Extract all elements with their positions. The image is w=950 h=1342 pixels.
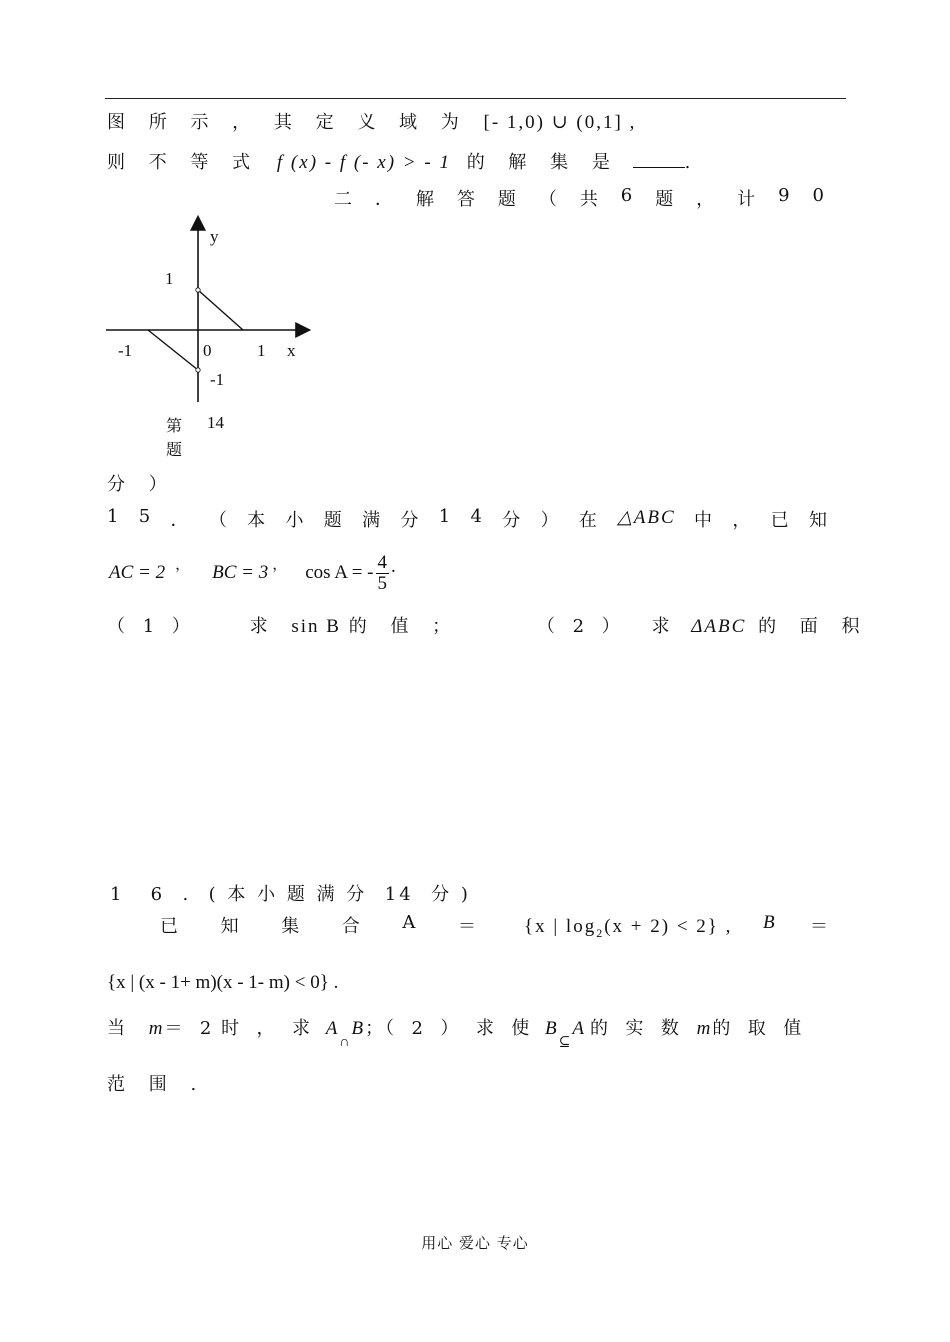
q16-line2-token: 已 (160, 916, 180, 937)
section2-heading-token: 二 (334, 189, 354, 210)
section2-heading-token: 计 (737, 189, 758, 210)
q16-line5: 范 围 . (107, 1074, 206, 1095)
p14-line-2-suffix: 的 解 集 是 (466, 152, 619, 173)
p14-inequality: f (x) - f (- x) > - 1 (276, 152, 451, 173)
q16-b: B (351, 1018, 366, 1039)
section2-heading-token: 解 (415, 189, 436, 210)
q15-header-token: 分 (400, 510, 421, 531)
graph-caption-num: 14 (207, 413, 224, 432)
q15-header-token: 小 (285, 510, 306, 531)
section2-heading-token: （ (538, 189, 559, 210)
q15-part1-text: 求 (249, 616, 270, 637)
q16-m-var2: m (696, 1018, 713, 1039)
q15-header-token: ， (732, 510, 753, 531)
q16-cap: ∩ (339, 1035, 352, 1050)
graph-tick-1-x: 1 (257, 341, 266, 360)
section2-heading-token: 答 (456, 189, 477, 210)
q16-line2-token: A (402, 912, 418, 933)
q16-a2: A (572, 1018, 586, 1039)
graph-open-endpoint (196, 368, 200, 372)
q15-header (107, 506, 829, 532)
page-footer: 用心 爱心 专心 (421, 1234, 529, 1252)
section2-heading-token: ， (696, 189, 717, 210)
q16-line4-b: ＝ 2 时 ， 求 (164, 1018, 312, 1039)
q16-set-a (524, 916, 732, 941)
q15-given-ac: AC = 2 (109, 562, 166, 583)
q15-part2-label: （ 2 ） (536, 616, 626, 637)
q16-b-label: B (763, 912, 777, 933)
answer-blank (633, 153, 685, 168)
q16-b-eq: ＝ (810, 916, 830, 937)
q15-header-token: 1 (438, 506, 453, 527)
section2-heading (334, 185, 826, 211)
q15-header-token: 知 (808, 510, 829, 531)
q16-line4-d: 的 实 数 (589, 1018, 681, 1039)
q15-comma-1: ， (175, 554, 191, 573)
graph-caption-2: 题 (166, 440, 183, 459)
graph-tick-neg1-y: -1 (210, 370, 225, 389)
q15-frac-num: 4 (377, 551, 387, 573)
q16-b2: B (545, 1018, 559, 1039)
q16-line2-token: 知 (220, 916, 241, 937)
q16-line4-c: ；（ 2 ） 求 使 (365, 1018, 532, 1039)
graph-x-label: x (287, 341, 296, 360)
graph-tick-neg1-x: -1 (118, 341, 133, 360)
q15-header-token: 中 (694, 510, 714, 531)
q15-header-token: 满 (362, 510, 383, 531)
q15-fraction (376, 553, 390, 594)
q15-header-token: 本 (247, 510, 268, 531)
p14-domain: [- 1,0) ∪ (0,1] , (483, 112, 637, 133)
q16-set-b: {x | (x - 1+ m)(x - 1- m) < 0} . (107, 972, 339, 993)
q15-header-token: 4 (470, 506, 484, 527)
q15-cos-a: cos A = - (305, 562, 374, 583)
section2-heading-cont: 分 ） (107, 474, 176, 495)
q15-header-token: 在 (578, 510, 599, 531)
graph-tick-1: 1 (165, 269, 174, 288)
q15-parts (107, 612, 869, 638)
q16-header: 1 6 . ( 本 小 题 满 分 14 分 ) (110, 884, 471, 905)
q15-part1-expr (291, 616, 341, 637)
q15-part1-expr-text: sin B (291, 616, 341, 637)
section2-heading-token: 题 (655, 189, 676, 210)
p14-line-2-prefix: 则 不 等 式 (107, 152, 260, 173)
q16-line2-token: 合 (341, 916, 362, 937)
q15-part1-label: （ 1 ） (107, 616, 196, 637)
q15-part2-end: 的 面 积 (758, 616, 869, 637)
q16-line4-a: 当 (107, 1018, 127, 1039)
q16-a: A (325, 1018, 340, 1039)
q16-line2-words (160, 912, 478, 938)
q15-given (109, 545, 396, 601)
p14-line-1-text: 图 所 示 ， 其 定 义 域 为 (107, 112, 468, 133)
q16-line2-token: 集 (281, 916, 302, 937)
q16-set-a-sub: 2 (596, 925, 605, 940)
q16-line4 (107, 1014, 804, 1050)
section2-heading-token: ． (374, 189, 395, 210)
graph-segment-2 (148, 330, 198, 370)
q15-dot: . (391, 556, 396, 577)
q15-header-token: 5 (138, 506, 153, 527)
q16-line2-token: ＝ (457, 916, 478, 937)
q16-line2 (160, 912, 830, 952)
graph-segment-1 (198, 290, 243, 330)
q16-m-var: m (148, 1018, 165, 1039)
q15-part2-text: 求 (651, 616, 672, 637)
q16-set-a-text: {x | log (524, 916, 597, 937)
q15-header-token: （ (208, 510, 229, 531)
header-rule (105, 98, 846, 99)
section2-heading-token: 0 (812, 185, 826, 206)
graph-caption-1: 第 (166, 416, 183, 435)
q15-header-token: ． (170, 510, 191, 531)
p14-line-2 (107, 148, 692, 174)
section2-heading-token: 题 (497, 189, 518, 210)
q15-header-token: 1 (107, 506, 121, 527)
q15-part2-expr: ΔABC (691, 616, 747, 637)
q16-set-a-rest: (x + 2) < 2} , (604, 916, 733, 937)
q15-header-token: △ABC (617, 507, 676, 528)
p14-line-2-end: . (684, 152, 693, 173)
graph-y-label: y (210, 227, 219, 246)
q15-frac-den: 5 (377, 572, 387, 594)
q15-header-token: 已 (770, 510, 791, 531)
q15-comma-2: ， (272, 554, 288, 573)
q16-subseteq: ⊆ (558, 1035, 573, 1050)
q16-line4-e: 的 取 值 (712, 1018, 804, 1039)
q15-given-bc: BC = 3 (212, 562, 269, 583)
q15-header-token: 题 (323, 510, 344, 531)
section2-heading-token: 6 (620, 185, 635, 206)
section2-heading-token: 共 (579, 189, 600, 210)
q15-header-token: 分 (502, 510, 523, 531)
graph-origin: 0 (203, 341, 212, 360)
graph-open-endpoint (196, 288, 200, 292)
section2-heading-token: 9 (778, 185, 792, 206)
q15-header-token: ） (540, 510, 561, 531)
p14-line-1 (107, 108, 636, 134)
q15-part1-end: 的 值 ； (348, 616, 460, 637)
